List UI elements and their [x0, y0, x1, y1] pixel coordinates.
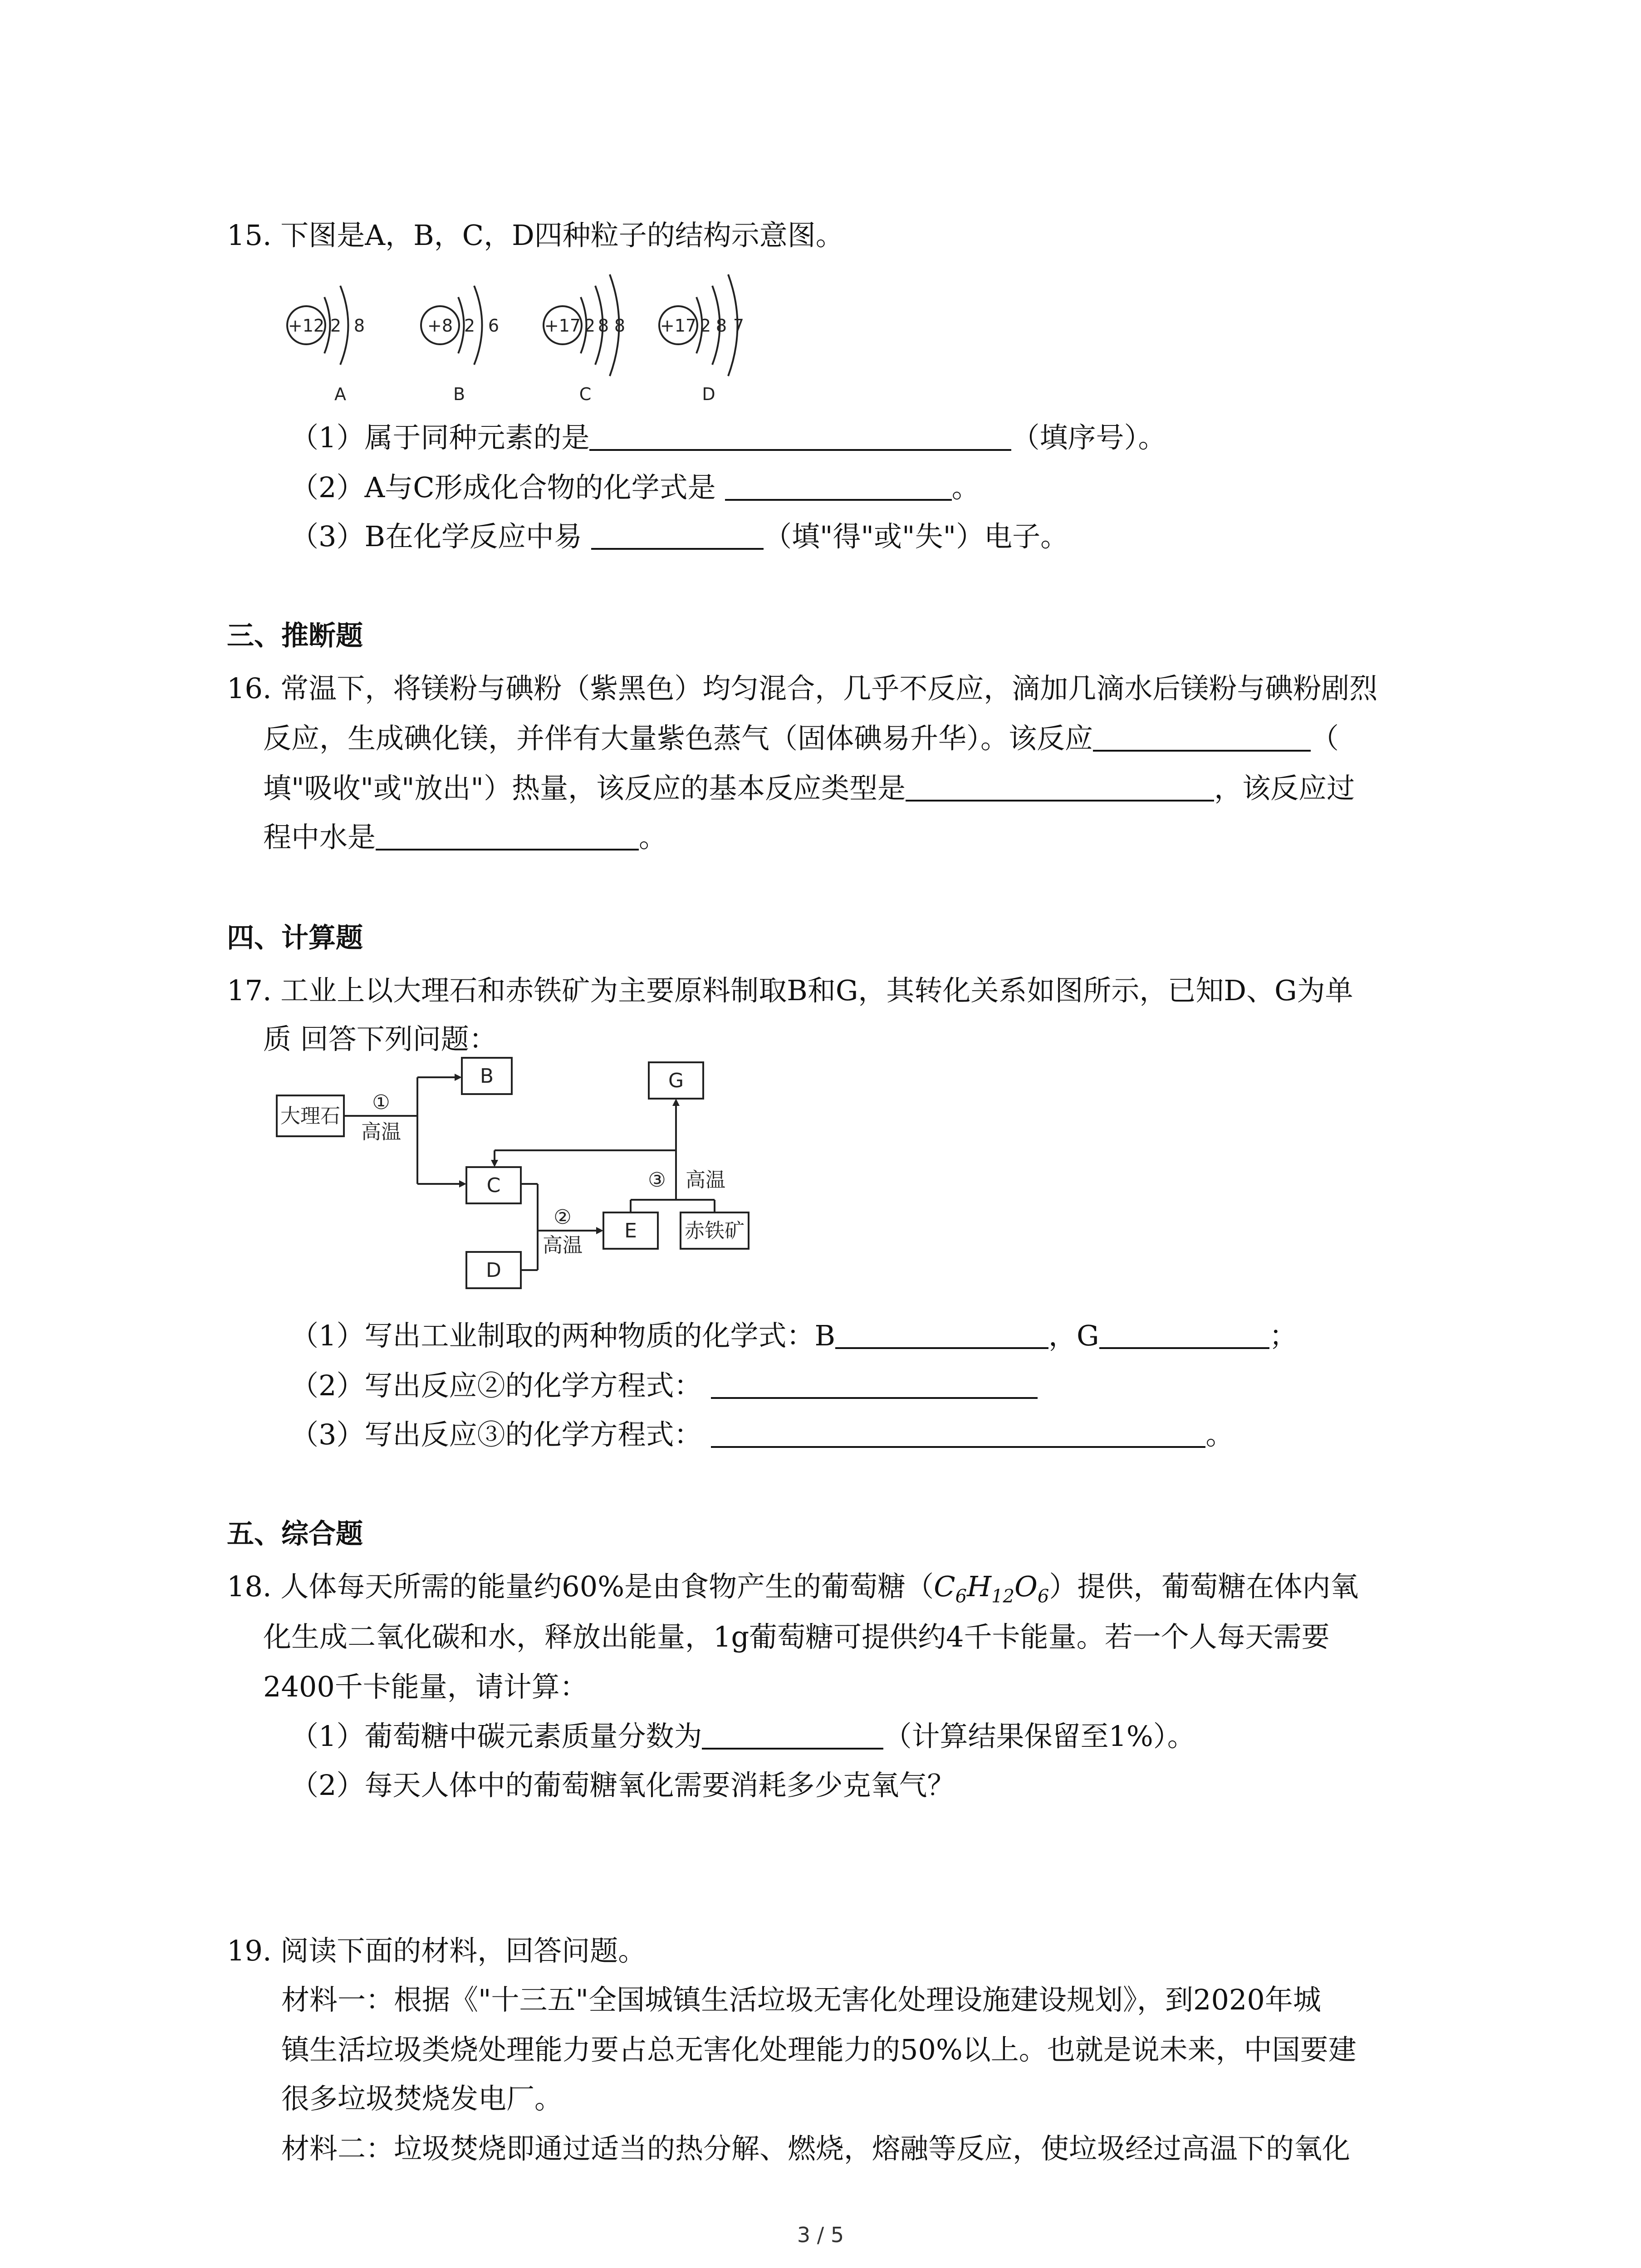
q17-line-1: 17. 工业上以大理石和赤铁矿为主要原料制取B和G，其转化关系如图所示，已知D、G为单	[227, 974, 1353, 1007]
label-g: G	[668, 1069, 684, 1092]
q15-part1-text: （1）属于同种元素的是	[290, 421, 590, 454]
q17-part2	[290, 1371, 1038, 1400]
atom-c-nucleus: +17	[544, 316, 581, 336]
q15-part3-text: （3）B在化学反应中易	[290, 520, 583, 553]
section-5-heading: 五、综合题	[227, 1518, 363, 1550]
q19-line-2: 材料一：根据《"十三五"全国城镇生活垃圾无害化处理设施建设规划》，到2020年城	[281, 1983, 1321, 2016]
label-step-1: ①	[372, 1091, 390, 1114]
q16-line-2	[263, 723, 1339, 753]
formula-c: C	[934, 1570, 955, 1603]
q19-line-1: 19. 阅读下面的材料，回答问题。	[227, 1934, 647, 1967]
q15-part1	[290, 423, 1166, 452]
q15-part2-suffix: 。	[951, 471, 980, 504]
q17-answer-g-blank[interactable]	[1099, 1321, 1269, 1349]
atom-a-shell-1-count: 2	[330, 316, 342, 336]
q18-line-3: 2400千卡能量，请计算：	[263, 1670, 588, 1703]
atom-d-shell-2-count: 8	[715, 316, 727, 336]
label-step-3: ③	[648, 1168, 666, 1192]
q18-line-1	[227, 1570, 1359, 1607]
atom-d-shell-3-count: 7	[733, 316, 745, 336]
q19-line-4: 很多垃圾焚烧发电厂。	[281, 2082, 563, 2115]
formula-o: O	[1014, 1570, 1038, 1603]
q15-answer-1-blank[interactable]	[589, 423, 1011, 451]
q16-line-1: 16. 常温下，将镁粉与碘粉（紫黑色）均匀混合，几乎不反应，滴加几滴水后镁粉与碘粉剧烈	[227, 672, 1378, 705]
q18-part1	[290, 1720, 1195, 1753]
section-3-heading: 三、推断题	[227, 620, 363, 652]
atom-c-shell-3-count: 8	[614, 316, 626, 336]
atom-c-shell-2-count: 8	[598, 316, 609, 336]
q15-part1-suffix: （填序号）。	[1011, 421, 1166, 454]
q17-part1-suffix: ；	[1269, 1319, 1298, 1352]
q16-answer-2-blank[interactable]	[906, 773, 1214, 802]
label-gaowen-1: 高温	[361, 1120, 401, 1144]
atom-b-shell-2-count: 6	[488, 316, 500, 336]
q17-part1-text: （1）写出工业制取的两种物质的化学式：B	[290, 1319, 836, 1352]
atom-c-shell-1-count: 2	[584, 316, 596, 336]
q18-part1-text: （1）葡萄糖中碳元素质量分数为	[290, 1720, 702, 1753]
q15-answer-3-blank[interactable]	[591, 522, 764, 550]
q16-line-2-suffix: （	[1311, 722, 1339, 755]
q16-answer-3-blank[interactable]	[376, 822, 639, 850]
q17-part3	[290, 1420, 1234, 1449]
atom-a-label: A	[334, 384, 346, 404]
q16-line-2-text: 反应，生成碘化镁，并伴有大量紫色蒸气（固体碘易升华）。该反应	[263, 722, 1093, 755]
atom-d-shell-1-count: 2	[700, 316, 711, 336]
atom-structure-diagrams	[272, 254, 817, 404]
q16-answer-1-blank[interactable]	[1093, 723, 1311, 752]
q15-part2-text: （2）A与C形成化合物的化学式是	[290, 471, 716, 504]
q17-answer-3-blank[interactable]	[711, 1420, 1205, 1448]
atom-d-label: D	[702, 384, 715, 404]
q17-part1	[290, 1321, 1298, 1350]
label-b: B	[480, 1065, 494, 1088]
q18-answer-1-blank[interactable]	[702, 1721, 883, 1750]
label-step-2: ②	[554, 1206, 572, 1229]
atom-c-label: C	[579, 384, 592, 404]
q17-line-2: 质 回答下列问题：	[263, 1022, 497, 1056]
atom-a-shell-2	[340, 286, 348, 365]
q17-part3-text: （3）写出反应③的化学方程式：	[290, 1418, 702, 1451]
atom-b-shell-1-count: 2	[464, 316, 475, 336]
q17-part3-suffix: 。	[1205, 1418, 1234, 1451]
q17-answer-b-blank[interactable]	[835, 1321, 1048, 1349]
atom-b-label: B	[453, 384, 465, 404]
q15-part3	[290, 522, 1068, 551]
q16-line-3	[263, 772, 1355, 805]
atom-a-nucleus: +12	[288, 316, 325, 336]
conversion-flow-diagram	[272, 1052, 817, 1306]
q16-line-3-suffix: ，该反应过	[1214, 772, 1355, 805]
label-gaowen-3: 高温	[686, 1168, 725, 1192]
q19-line-5: 材料二：垃圾焚烧即通过适当的热分解、燃烧，熔融等反应，使垃圾经过高温下的氧化	[281, 2132, 1351, 2165]
q18-part2: （2）每天人体中的葡萄糖氧化需要消耗多少克氧气？	[290, 1769, 955, 1802]
q16-line-4	[263, 821, 667, 854]
label-chitiekuang: 赤铁矿	[685, 1219, 745, 1242]
q18-part1-suffix: （计算结果保留至1%）。	[883, 1720, 1195, 1753]
q18-line-2: 化生成二氧化碳和水，释放出能量，1g葡萄糖可提供约4千卡能量。若一个人每天需要	[263, 1620, 1330, 1653]
atom-a-shell-2-count: 8	[353, 316, 365, 336]
atom-d-nucleus: +17	[660, 316, 697, 336]
q17-part1-mid: ，G	[1048, 1319, 1099, 1352]
formula-h-sub: 12	[991, 1586, 1015, 1607]
q15-intro: 15. 下图是A，B，C，D四种粒子的结构示意图。	[227, 219, 844, 252]
q16-line-3-text: 填"吸收"或"放出"）热量，该反应的基本反应类型是	[263, 772, 906, 805]
section-4-heading: 四、计算题	[227, 922, 363, 954]
label-c: C	[486, 1174, 501, 1197]
label-e: E	[624, 1219, 637, 1242]
label-d: D	[486, 1259, 501, 1282]
atom-b-shell-2	[474, 286, 482, 365]
atom-b-nucleus: +8	[427, 316, 453, 336]
q18-line-1-text: 18. 人体每天所需的能量约60%是由食物产生的葡萄糖（	[227, 1570, 934, 1603]
label-gaowen-2: 高温	[543, 1234, 583, 1257]
q16-line-4-text: 程中水是	[263, 821, 376, 854]
q15-part2	[290, 473, 980, 502]
formula-h: H	[967, 1570, 992, 1603]
page-number: 3 / 5	[797, 2223, 844, 2247]
q18-line-1-suffix: ）提供，葡萄糖在体内氧	[1049, 1570, 1359, 1603]
q15-answer-2-blank[interactable]	[725, 473, 952, 501]
q15-part3-suffix: （填"得"或"失"）电子。	[764, 520, 1069, 553]
q19-line-3: 镇生活垃圾类烧处理能力要占总无害化处理能力的50%以上。也就是说未来，中国要建	[281, 2033, 1357, 2066]
formula-c-sub: 6	[955, 1586, 967, 1607]
q17-answer-2-blank[interactable]	[711, 1371, 1038, 1399]
label-dalishi: 大理石	[280, 1105, 340, 1128]
glucose-formula	[934, 1570, 1049, 1607]
q17-part2-text: （2）写出反应②的化学方程式：	[290, 1369, 702, 1402]
formula-o-sub: 6	[1037, 1586, 1049, 1607]
q16-line-4-suffix: 。	[639, 821, 667, 854]
